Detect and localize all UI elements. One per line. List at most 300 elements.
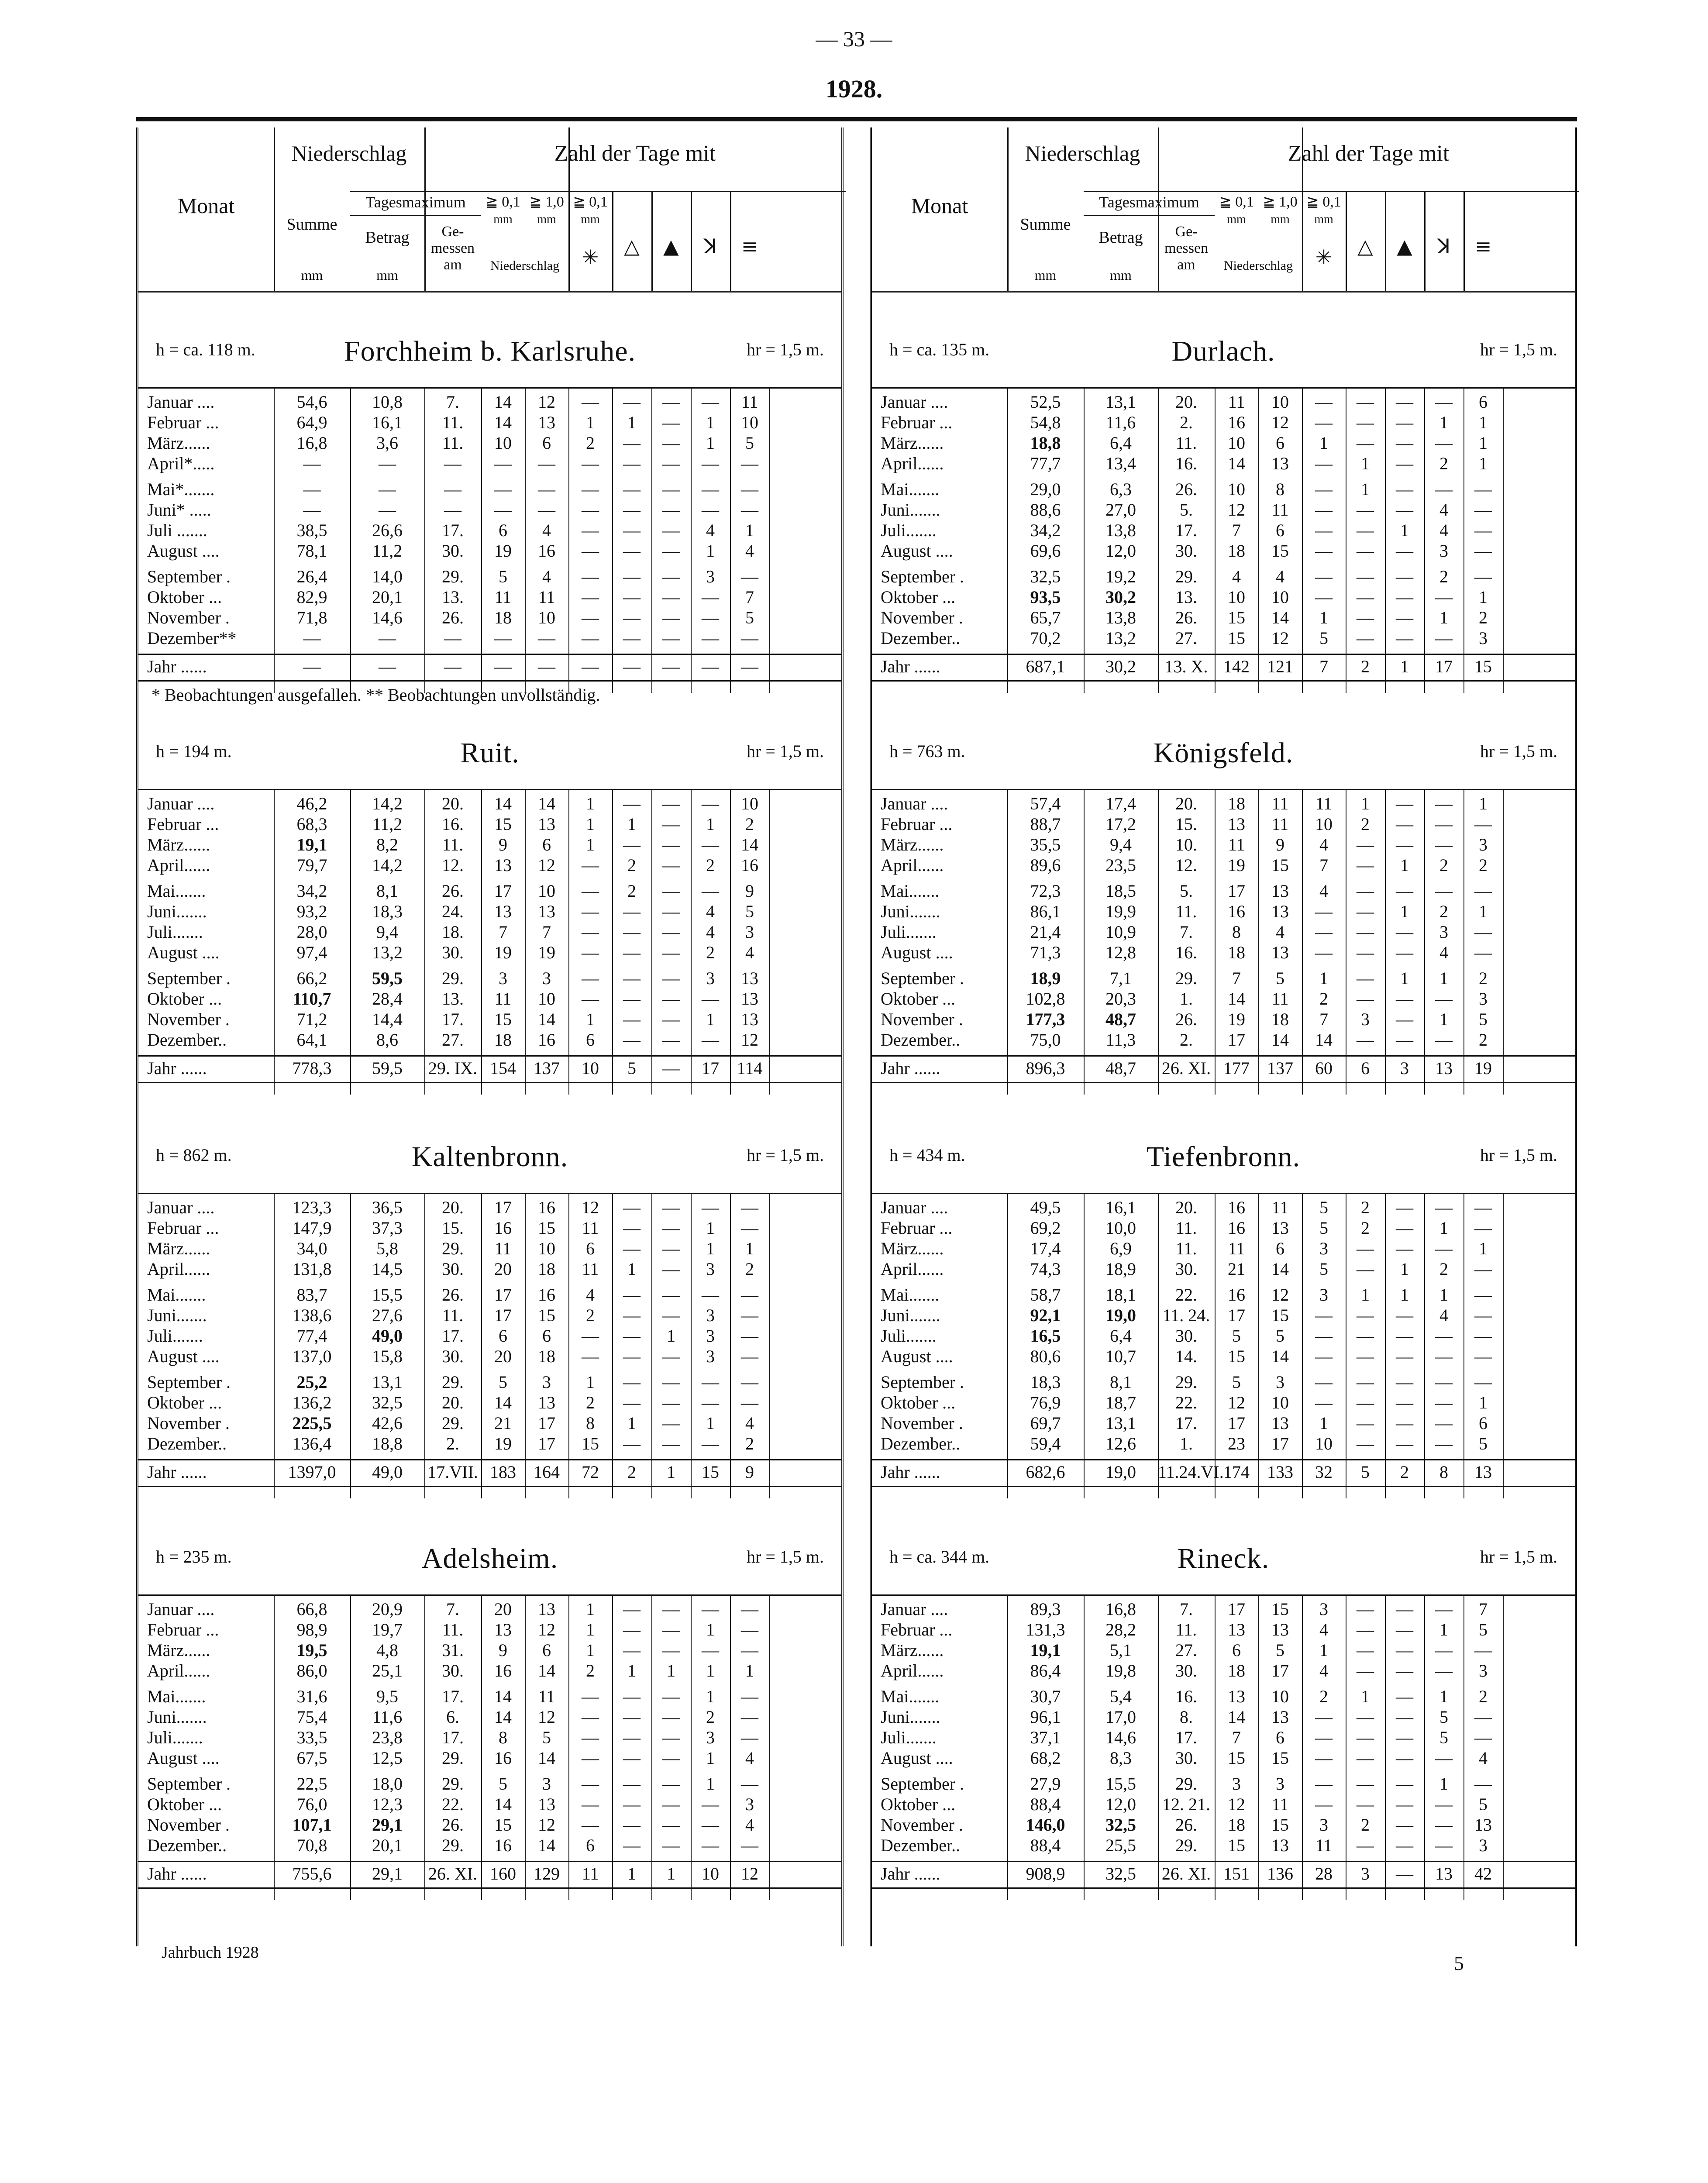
cell-value: —: [702, 500, 719, 520]
cell-value: 69,7: [1030, 1413, 1061, 1433]
cell-value: 12: [538, 1707, 555, 1727]
cell-value: 1: [1439, 1218, 1448, 1238]
cell-value: 4: [1319, 1620, 1328, 1639]
table-header: [138, 127, 841, 293]
cell-value: 59,5: [372, 968, 403, 988]
cell-value: 8: [499, 1728, 507, 1747]
cell-value: —: [623, 567, 640, 586]
table-row: [872, 392, 1575, 412]
cell-value: —: [623, 1434, 640, 1453]
cell-value: —: [623, 608, 640, 627]
cell-value: —: [538, 479, 555, 499]
cell-value: —: [1357, 608, 1374, 627]
cell-value: 26.: [1175, 479, 1197, 499]
cell-value: 5: [1276, 1326, 1284, 1346]
cell-value: —: [1474, 1326, 1492, 1346]
cell-value: —: [303, 628, 321, 648]
cell-value: 11,2: [372, 814, 403, 834]
cell-value: —: [741, 1620, 758, 1639]
cell-value: 17: [494, 1198, 512, 1217]
cell-value: 2: [1479, 968, 1488, 988]
cell-value: 32,5: [1030, 567, 1061, 586]
cell-value: 11: [582, 1218, 599, 1238]
cell-value: —: [1396, 1640, 1413, 1660]
cell-value: —: [1474, 1218, 1492, 1238]
cell-value: —: [702, 1599, 719, 1619]
cell-value: 29.: [1175, 567, 1197, 586]
cell-value: 4: [586, 1285, 595, 1305]
cell-value: 15: [1474, 657, 1492, 676]
cell-value: 16: [494, 1661, 512, 1680]
cell-value: 1: [1400, 902, 1409, 921]
cell-value: 25,5: [1105, 1835, 1136, 1855]
thunderstorm-icon: ꓘ: [1437, 234, 1451, 258]
cell-value: 2: [586, 1393, 595, 1412]
cell-value: —: [1357, 1030, 1374, 1050]
cell-value: —: [538, 657, 555, 676]
cell-value: —: [741, 1198, 758, 1217]
table-row: [138, 1660, 841, 1681]
cell-value: 10: [494, 433, 512, 453]
cell-value: —: [303, 454, 321, 473]
table-row: [872, 520, 1575, 541]
month-label: Februar ...: [147, 814, 219, 834]
cell-value: 1: [706, 1218, 715, 1238]
cell-value: 10: [538, 608, 555, 627]
cell-value: 13: [741, 989, 758, 1009]
month-label: Mai.......: [147, 881, 206, 901]
cell-value: —: [662, 1413, 680, 1433]
cell-value: 8: [1439, 1462, 1448, 1482]
cell-value: 15.: [442, 1218, 464, 1238]
cell-value: 14,6: [372, 608, 403, 627]
cell-value: —: [662, 835, 680, 854]
cell-value: 1: [706, 1620, 715, 1639]
cell-value: —: [582, 657, 599, 676]
instrument-height: hr = 1,5 m.: [747, 1145, 824, 1165]
cell-value: —: [662, 1640, 680, 1660]
cell-value: —: [1396, 1305, 1413, 1325]
cell-value: 1: [1439, 1774, 1448, 1794]
cell-value: 25,1: [372, 1661, 403, 1680]
cell-value: —: [1357, 989, 1374, 1009]
cell-value: 26. XI.: [1161, 1864, 1211, 1883]
month-label: August ....: [147, 943, 220, 962]
cell-value: 17: [1228, 1030, 1245, 1050]
cell-value: —: [1357, 1305, 1374, 1325]
cell-value: 8: [1232, 922, 1241, 942]
cell-value: 18,8: [1030, 433, 1061, 453]
month-label: August ....: [881, 943, 953, 962]
cell-value: 12: [538, 1620, 555, 1639]
cell-value: —: [662, 1707, 680, 1727]
cell-value: 18,3: [1030, 1372, 1061, 1392]
cell-value: 13,8: [1105, 520, 1136, 540]
cell-value: 1: [706, 1687, 715, 1706]
cell-value: 30.: [1175, 1748, 1197, 1768]
header-measured-on: Ge-messen am: [1164, 224, 1209, 273]
cell-value: 6: [1479, 1413, 1488, 1433]
cell-value: 1: [586, 413, 595, 432]
cell-value: 7: [1319, 1009, 1328, 1029]
sleet-icon: △: [1357, 234, 1373, 258]
cell-value: —: [662, 608, 680, 627]
month-label: Juli .......: [147, 520, 207, 540]
station-altitude: h = ca. 135 m.: [889, 340, 990, 359]
cell-value: —: [494, 657, 512, 676]
cell-value: —: [494, 479, 512, 499]
cell-value: 18: [494, 608, 512, 627]
section-bottom-rule: [138, 1887, 841, 1889]
cell-value: 1: [706, 1661, 715, 1680]
month-label: Mai.......: [881, 881, 940, 901]
cell-value: 2: [1361, 1815, 1370, 1835]
cell-value: 3: [706, 1305, 715, 1325]
cell-value: 32,5: [1105, 1864, 1136, 1883]
station-header: [872, 706, 1575, 789]
cell-value: —: [623, 392, 640, 412]
cell-value: 7: [1232, 520, 1241, 540]
month-label: Oktober ...: [147, 989, 222, 1009]
cell-value: 4,8: [376, 1640, 398, 1660]
cell-value: 42,6: [372, 1413, 403, 1433]
cell-value: 11.: [442, 413, 464, 432]
station-header: [138, 706, 841, 789]
cell-value: —: [702, 454, 719, 473]
month-label: Juli.......: [881, 520, 937, 540]
cell-value: 17,4: [1105, 794, 1136, 813]
cell-value: 6: [1276, 1239, 1284, 1258]
cell-value: 16: [1228, 902, 1245, 921]
cell-value: 5.: [1180, 500, 1193, 520]
cell-value: 3: [1319, 1599, 1328, 1619]
month-label: April......: [881, 855, 944, 875]
cell-value: —: [702, 392, 719, 412]
table-row: [872, 988, 1575, 1009]
cell-value: 17: [494, 881, 512, 901]
table-row: [138, 1326, 841, 1346]
cell-value: —: [1396, 1774, 1413, 1794]
cell-value: —: [1315, 922, 1333, 942]
cell-value: —: [1435, 587, 1453, 607]
cell-value: —: [662, 1218, 680, 1238]
cell-value: 5: [627, 1058, 636, 1078]
table-row: [138, 901, 841, 922]
cell-value: 16: [1228, 1218, 1245, 1238]
cell-value: 48,7: [1105, 1058, 1136, 1078]
cell-value: —: [1474, 541, 1492, 561]
cell-value: 29.: [1175, 1372, 1197, 1392]
cell-value: 80,6: [1030, 1346, 1061, 1366]
cell-value: 4: [1439, 943, 1448, 962]
cell-value: 4: [1276, 567, 1284, 586]
cell-value: —: [1315, 1774, 1333, 1794]
cell-value: —: [1357, 855, 1374, 875]
cell-value: —: [1396, 608, 1413, 627]
cell-value: 2: [1361, 1218, 1370, 1238]
cell-value: 9: [1276, 835, 1284, 854]
cell-value: 1: [706, 1413, 715, 1433]
cell-value: 136: [1267, 1864, 1293, 1883]
month-label: November .: [881, 608, 963, 627]
cell-value: 22,5: [296, 1774, 327, 1794]
station-section: [872, 1512, 1575, 1904]
cell-value: 20: [494, 1346, 512, 1366]
cell-value: —: [741, 1285, 758, 1305]
station-altitude: h = ca. 118 m.: [156, 340, 255, 359]
cell-value: 54,6: [296, 392, 327, 412]
month-label: Januar ....: [881, 1198, 948, 1217]
cell-value: 5: [1439, 1728, 1448, 1747]
cell-value: —: [582, 1794, 599, 1814]
cell-value: 27.: [1175, 1640, 1197, 1660]
cell-value: 1: [1400, 968, 1409, 988]
cell-value: 18,9: [1105, 1259, 1136, 1279]
cell-value: —: [623, 1640, 640, 1660]
year-total-rule: [138, 1055, 841, 1057]
cell-value: 71,3: [1030, 943, 1061, 962]
table-row: [872, 881, 1575, 901]
table-row: [138, 1197, 841, 1218]
cell-value: —: [662, 1372, 680, 1392]
cell-value: —: [623, 479, 640, 499]
cell-value: 11.: [1175, 433, 1197, 453]
section-bottom-rule: [872, 680, 1575, 682]
cell-value: —: [444, 500, 461, 520]
cell-value: 174: [1223, 1462, 1250, 1482]
cell-value: —: [303, 657, 321, 676]
cell-value: 14: [494, 1687, 512, 1706]
table-row: [138, 1619, 841, 1640]
cell-value: 74,3: [1030, 1259, 1061, 1279]
cell-value: —: [582, 479, 599, 499]
cell-value: —: [662, 902, 680, 921]
cell-value: —: [1435, 628, 1453, 648]
month-label: Mai*.......: [147, 479, 215, 499]
header-month: Monat: [177, 193, 235, 218]
month-label: Jahr ......: [881, 657, 940, 676]
cell-value: 142: [1223, 657, 1250, 676]
cell-value: —: [1357, 1707, 1374, 1727]
cell-value: 30.: [442, 1661, 464, 1680]
cell-value: 1: [1479, 1239, 1488, 1258]
cell-value: —: [582, 922, 599, 942]
instrument-height: hr = 1,5 m.: [747, 1547, 824, 1567]
cell-value: 3: [1276, 1372, 1284, 1392]
cell-value: —: [623, 657, 640, 676]
cell-value: 12: [741, 1030, 758, 1050]
cell-value: 69,2: [1030, 1218, 1061, 1238]
cell-value: —: [702, 1640, 719, 1660]
cell-value: 29.: [1175, 1774, 1197, 1794]
cell-value: 14: [1271, 1259, 1289, 1279]
month-label: Juni.......: [881, 902, 940, 921]
table-row: [872, 814, 1575, 834]
cell-value: —: [662, 1620, 680, 1639]
cell-value: 1: [1439, 413, 1448, 432]
table-row: [872, 656, 1575, 677]
header-measured-on: Ge-messen am: [430, 224, 475, 273]
cell-value: 28,4: [372, 989, 403, 1009]
cell-value: —: [662, 1815, 680, 1835]
cell-value: —: [1357, 922, 1374, 942]
month-label: März......: [881, 433, 944, 453]
cell-value: 92,1: [1030, 1305, 1061, 1325]
cell-value: 19,2: [1105, 567, 1136, 586]
cell-value: 225,5: [292, 1413, 332, 1433]
cell-value: 5: [1479, 1434, 1488, 1453]
cell-value: —: [1435, 1599, 1453, 1619]
month-label: September .: [147, 1774, 231, 1794]
cell-value: 20,1: [372, 1835, 403, 1855]
cell-value: —: [623, 943, 640, 962]
station-name: Forchheim b. Karlsruhe.: [344, 335, 636, 367]
cell-value: —: [702, 1794, 719, 1814]
month-label: Dezember..: [147, 1030, 227, 1050]
month-label: November .: [881, 1009, 963, 1029]
cell-value: 4: [706, 520, 715, 540]
cell-value: —: [1435, 1794, 1453, 1814]
cell-value: 14: [538, 794, 555, 813]
section-top-rule: [138, 1594, 841, 1596]
cell-value: —: [623, 1748, 640, 1768]
cell-value: 15,8: [372, 1346, 403, 1366]
table-row: [872, 1284, 1575, 1305]
month-label: September .: [147, 1372, 231, 1392]
cell-value: 1: [706, 541, 715, 561]
cell-value: 12,8: [1105, 943, 1136, 962]
cell-value: 1: [627, 1259, 636, 1279]
cell-value: —: [582, 587, 599, 607]
cell-value: —: [1435, 433, 1453, 453]
header-ge-01-snow: ≧ 0,1: [1306, 194, 1341, 210]
cell-value: 13,8: [1105, 608, 1136, 627]
cell-value: 70,8: [296, 1835, 327, 1855]
cell-value: 136,2: [292, 1393, 332, 1412]
cell-value: —: [1315, 902, 1333, 921]
cell-value: 13,4: [1105, 454, 1136, 473]
cell-value: 15: [494, 1815, 512, 1835]
cell-value: —: [623, 922, 640, 942]
cell-value: 177: [1223, 1058, 1250, 1078]
month-label: November .: [147, 608, 230, 627]
cell-value: 3: [542, 1774, 551, 1794]
table-row: [872, 1392, 1575, 1413]
cell-value: —: [1474, 943, 1492, 962]
cell-value: 1: [586, 1372, 595, 1392]
cell-value: 19,5: [296, 1640, 327, 1660]
cell-value: —: [1396, 454, 1413, 473]
cell-value: 27.: [1175, 628, 1197, 648]
cell-value: 10: [582, 1058, 599, 1078]
instrument-height: hr = 1,5 m.: [747, 741, 824, 761]
table-row: [872, 1413, 1575, 1433]
cell-value: 19: [494, 1434, 512, 1453]
cell-value: —: [1357, 943, 1374, 962]
cell-value: 17.: [1175, 1413, 1197, 1433]
cell-value: —: [662, 1198, 680, 1217]
cell-value: —: [379, 628, 396, 648]
cell-value: —: [623, 1794, 640, 1814]
cell-value: 3: [706, 968, 715, 988]
cell-value: 5: [745, 433, 754, 453]
cell-value: 9,4: [1110, 835, 1132, 854]
cell-value: —: [1396, 479, 1413, 499]
cell-value: 6,4: [1110, 433, 1132, 453]
cell-value: 9: [499, 1640, 507, 1660]
month-label: Jahr ......: [147, 1058, 207, 1078]
cell-value: 7: [542, 922, 551, 942]
cell-value: —: [582, 1728, 599, 1747]
cell-value: —: [662, 567, 680, 586]
cell-value: 17.: [442, 1728, 464, 1747]
table-row: [138, 1640, 841, 1660]
month-label: Juni.......: [147, 902, 207, 921]
cell-value: 13: [538, 413, 555, 432]
fog-icon: ≡: [741, 234, 758, 258]
cell-value: 38,5: [296, 520, 327, 540]
cell-value: —: [623, 500, 640, 520]
cell-value: 31.: [442, 1640, 464, 1660]
station-section: [138, 1512, 841, 1904]
cell-value: —: [1396, 1748, 1413, 1768]
cell-value: 3: [706, 567, 715, 586]
header-amount: Betrag: [1098, 228, 1143, 247]
cell-value: 10: [1228, 479, 1245, 499]
cell-value: 68,2: [1030, 1748, 1061, 1768]
cell-value: —: [1396, 500, 1413, 520]
cell-value: 4: [745, 1413, 754, 1433]
table-row: [138, 1433, 841, 1454]
station-section: [138, 706, 841, 1099]
cell-value: 7: [1319, 657, 1328, 676]
cell-value: 3: [745, 922, 754, 942]
cell-value: 20.: [442, 794, 464, 813]
cell-value: —: [1396, 1687, 1413, 1706]
month-label: Dezember..: [881, 628, 961, 648]
cell-value: 3: [1439, 922, 1448, 942]
cell-value: 12,6: [1105, 1434, 1136, 1453]
cell-value: 11: [1228, 835, 1245, 854]
month-label: Juni* .....: [147, 500, 211, 520]
cell-value: 15: [582, 1434, 599, 1453]
cell-value: 1: [1479, 587, 1488, 607]
cell-value: 5: [1232, 1372, 1241, 1392]
cell-value: 11.: [442, 433, 464, 453]
cell-value: —: [662, 413, 680, 432]
cell-value: 19,0: [1105, 1462, 1136, 1482]
cell-value: 17.VII.: [427, 1462, 478, 1482]
cell-value: —: [662, 1239, 680, 1258]
header-precipitation: Niederschlag: [1025, 141, 1140, 165]
cell-value: 10: [1271, 392, 1289, 412]
cell-value: 30.: [1175, 1661, 1197, 1680]
cell-value: 14: [1228, 454, 1245, 473]
cell-value: 6: [586, 1835, 595, 1855]
cell-value: 16,8: [296, 433, 327, 453]
cell-value: 11.: [442, 1305, 464, 1325]
table-row: [138, 656, 841, 677]
month-label: April......: [881, 1661, 944, 1680]
cell-value: 5,4: [1110, 1687, 1132, 1706]
cell-value: —: [1357, 500, 1374, 520]
instrument-height: hr = 1,5 m.: [1480, 1145, 1557, 1165]
cell-value: 20,3: [1105, 989, 1136, 1009]
cell-value: 17.: [1175, 520, 1197, 540]
cell-value: —: [1357, 392, 1374, 412]
cell-value: 27,0: [1105, 500, 1136, 520]
cell-value: 5: [499, 567, 507, 586]
